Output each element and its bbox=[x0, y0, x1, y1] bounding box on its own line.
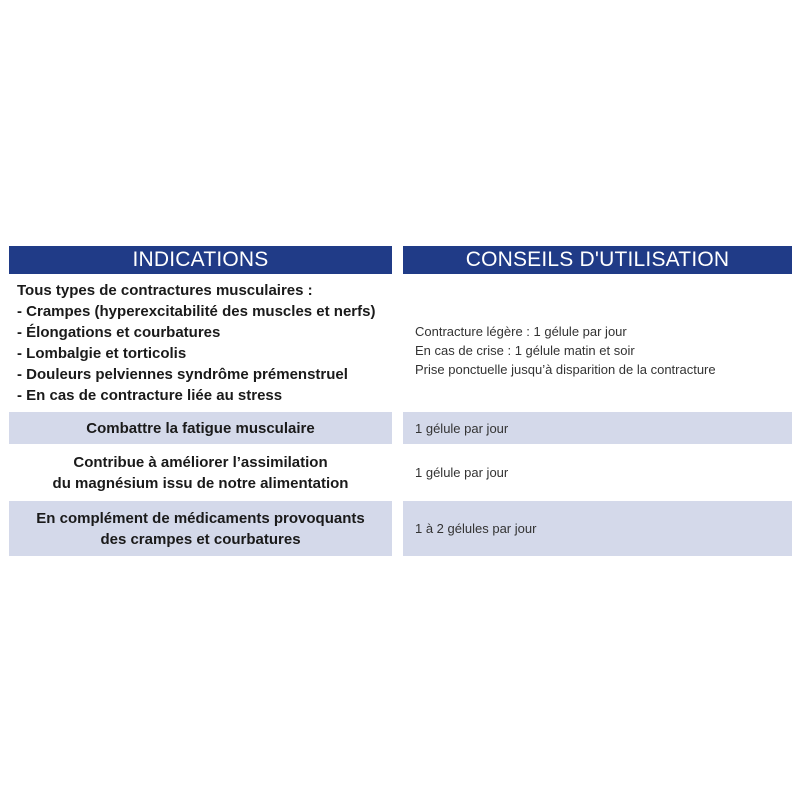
indication-medicaments: En complément de médicaments provoquants des crampes et courbatures bbox=[9, 501, 392, 556]
list-item: - En cas de contracture liée au stress bbox=[17, 387, 283, 404]
indications-table bbox=[9, 246, 792, 556]
conseils-header: CONSEILS D'UTILISATION bbox=[403, 246, 792, 274]
list-item: - Lombalgie et torticolis bbox=[17, 345, 187, 362]
list-item: - Douleurs pelviennes syndrôme prémenstruel bbox=[17, 366, 348, 383]
dosage-fatigue: 1 gélule par jour bbox=[403, 412, 792, 444]
indication-assimilation: Contribue à améliorer l’assimilation du magnésium issu de notre alimentation bbox=[52, 453, 349, 492]
indication-fatigue: Combattre la fatigue musculaire bbox=[9, 412, 392, 444]
list-intro: Tous types de contractures musculaires : bbox=[17, 282, 313, 299]
dosage-assimilation: 1 gélule par jour bbox=[415, 465, 509, 480]
contractures-list bbox=[9, 274, 392, 412]
list-item: - Crampes (hyperexcitabilité des muscles et nerfs) bbox=[17, 303, 376, 320]
dosage-line: Prise ponctuelle jusqu’à disparition de la contracture bbox=[415, 362, 716, 377]
dosage-medicaments: 1 à 2 gélules par jour bbox=[403, 501, 792, 556]
dosage-line: En cas de crise : 1 gélule matin et soir bbox=[415, 343, 635, 358]
list-item: - Élongations et courbatures bbox=[17, 324, 221, 341]
dosage-line: Contracture légère : 1 gélule par jour bbox=[415, 324, 627, 339]
contractures-dosage bbox=[403, 274, 792, 412]
indications-header: INDICATIONS bbox=[9, 246, 392, 274]
